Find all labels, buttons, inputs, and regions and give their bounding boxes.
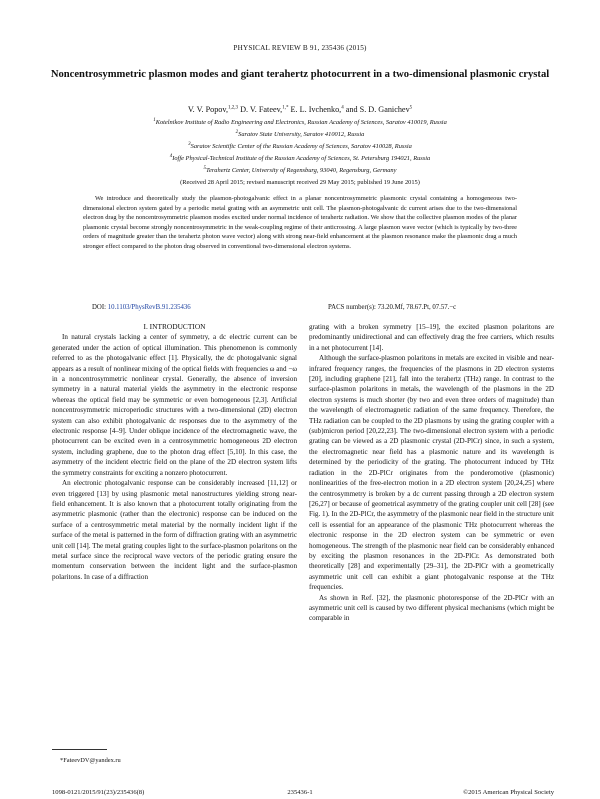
running-header: PHYSICAL REVIEW B 91, 235436 (2015) bbox=[233, 44, 367, 52]
footer-copyright: ©2015 American Physical Society bbox=[463, 789, 554, 796]
author-list bbox=[0, 105, 600, 114]
abstract: We introduce and theoretically study the plasmon-photogalvanic effect in a planar noncentrosymmetric plasmonic crystal containing a homogeneous two-dimensional electron system gated by a periodic metal grating with an asymmetric unit cell. The plasmon-photogalvanic dc current arises due to the two-dimensional electron drag by the noncentrosymmetric plasmon modes excited under normal incidence of terahertz radiation. We show that the collective plasmon modes of the planar plasmonic crystal become strongly noncentrosymmetric in the weak-coupling regime of their anticrossing. A large plasmon wave vector (which is typically by two-three orders of magnitude greater than the terahertz photon wave vector) along with strong near-field enhancement at the plasmon resonance make the plasmonic drag a much stronger effect compared to the photon drag observed in conventional two-dimensional electron systems. bbox=[83, 195, 517, 250]
received-dates: (Received 28 April 2015; revised manuscript received 29 May 2015; published 19 June 2015) bbox=[180, 179, 420, 186]
paragraph: An electronic photogalvanic response can be considerably increased [11,12] or even triggered [13] by using plasmonic metal nanostructures yielding strong near-field enhancement. It is also known that a photocurrent totally originating from the asymmetric plasmonic (rather than the electronic) response can be induced on the surface of a centrosymmetric metal material by the normally incident light if the surface of the metal is patterned in the form of diffraction grating with an asymmetric unit cell [14]. The metal grating couples light to the surface-plasmon polaritons on the metal surface since the reciprocal wave vectors of the periodic grating ensure the momentum conservation between the incident light and the surface-plasmon polaritons. In case of a diffraction bbox=[52, 479, 297, 581]
doi-line bbox=[92, 304, 191, 311]
affiliation: $^4$Ioffe Physical-Technical Institute of the Russian Academy of Sciences, St. Petersburg 194021, Russia bbox=[169, 153, 431, 162]
author: E. L. Ivchenko,$^4$ bbox=[290, 105, 344, 114]
author: D. V. Fateev,$^{1,*}$ bbox=[240, 105, 289, 114]
doi-label: DOI: bbox=[92, 304, 106, 311]
footnote-rule bbox=[52, 749, 107, 750]
paragraph: grating with a broken symmetry [15–19], the excited plasmon polaritons are predominantly unidirectional and can effectively drag the free carriers, which results in a net photocurrent [14]. bbox=[309, 323, 554, 352]
footnote-email: *FateevDV@yandex.ru bbox=[60, 757, 121, 764]
author: V. V. Popov,$^{1,2,3}$ bbox=[187, 105, 239, 114]
doi-link[interactable]: 10.1103/PhysRevB.91.235436 bbox=[107, 304, 191, 311]
paper-title: Noncentrosymmetric plasmon modes and giant terahertz photocurrent in a two-dimensional plasmonic crystal bbox=[50, 69, 550, 80]
affiliation: $^3$Saratov Scientific Center of the Russian Academy of Sciences, Saratov 410028, Russia bbox=[188, 141, 412, 150]
footer-page-number: 235436-1 bbox=[287, 789, 313, 796]
footer-issn: 1098-0121/2015/91(23)/235436(8) bbox=[52, 789, 145, 796]
paragraph: Although the surface-plasmon polaritons in metals are excited in visible and near-infrared frequency ranges, the frequencies of the plasmons in 2D electron systems [20], including graphene [21], fall into the terahertz (THz) range. In contrast to the surface-plasmon polaritons in metals, the wavelength of the plasmons in the 2D electron systems is much shorter (by two and even three orders of magnitude) than the wavelength of electromagnetic radiation of the same frequency. Therefore, the THz radiation can be coupled to the 2D plasmons by using the grating coupler with a (sub)micron period [20,22,23]. The two-dimensional electron system with a periodic grating can be viewed as a 2D plasmonic crystal (2D-PlCr) since, in such a system, the electromagnetic near field has a plasmonic nature and its wavelength is determined by the periodicity of the grating. The photocurrent induced by THz radiation in the 2D-PlCr originates from the ponderomotive (plasmonic) nonlinearities of the free-electron motion in a 2D electron system [20,24,25] where the centrosymmetry is broken by a dc current passing through a 2D electron system [26,27] or because of geometrical asymmetry of the grating coupler unit cell [28] (see Fig. 1). In the 2D-PlCr, the asymmetry of the plasmonic near field in the structure unit cell is essential for an appearance of the plasmonic THz photocurrent whereas the electronic response in the 2D electron system can be symmetric or even homogeneous. The strength of the plasmonic near field can be considerably enhanced by exciting the plasmon resonances in the 2D-PlCr. As demonstrated both theoretically [28] and experimentally [29–31], the 2D-PlCr with a geometrically asymmetric unit cell can exhibit a giant photogalvanic response at the THz frequencies. bbox=[309, 354, 554, 592]
affiliation: $^1$Kotelnikov Institute of Radio Engineering and Electronics, Russian Academy of Sciences, Saratov 410019, Russia bbox=[153, 117, 447, 126]
author: and S. D. Ganichev$^5$ bbox=[345, 105, 413, 114]
pacs-numbers: PACS number(s): 73.20.Mf, 78.67.Pt, 07.57.−c bbox=[328, 304, 457, 311]
affiliation: $^2$Saratov State University, Saratov 410012, Russia bbox=[235, 129, 365, 138]
section-heading: I. INTRODUCTION bbox=[143, 322, 206, 331]
column-right bbox=[309, 322, 554, 624]
column-left bbox=[52, 322, 297, 582]
paragraph: In natural crystals lacking a center of symmetry, a dc electric current can be generated under the action of optical illumination. This phenomenon is commonly referred to as the photogalvanic effect [1]. Physically, the dc photogalvanic signal appears as a result of nonlinear mixing of the optical fields with frequencies ω and −ω in a noncentrosymmetric nonlinear crystal. Generally, the absence of inversion symmetry in a natural material yields the asymmetry in the electronic response whereas the optical field may be symmetric or even homogeneous [2,3]. Artificial noncentrosymmetric microperiodic structures with a two-dimensional (2D) electron system can also exhibit photogalvanic dc responses due to the asymmetry of the electronic response [4–9]. Under oblique incidence of the electromagnetic wave, the photocurrent can be excited even in a centrosymmetric homogeneous 2D electron system, including graphene, due to the photon drag effect [5,10]. In this case, the asymmetry of the incident electric field on the plane of the 2D electron system lifts the symmetry constraints for exciting a nonzero photocurrent. bbox=[52, 333, 297, 477]
affiliation: $^5$Terahertz Center, University of Regensburg, 93040, Regensburg, Germany bbox=[203, 165, 397, 174]
paragraph: As shown in Ref. [32], the plasmonic photoresponse of the 2D-PlCr with an asymmetric unit cell is caused by two different physical mechanisms (which might be comparable in bbox=[309, 593, 554, 623]
